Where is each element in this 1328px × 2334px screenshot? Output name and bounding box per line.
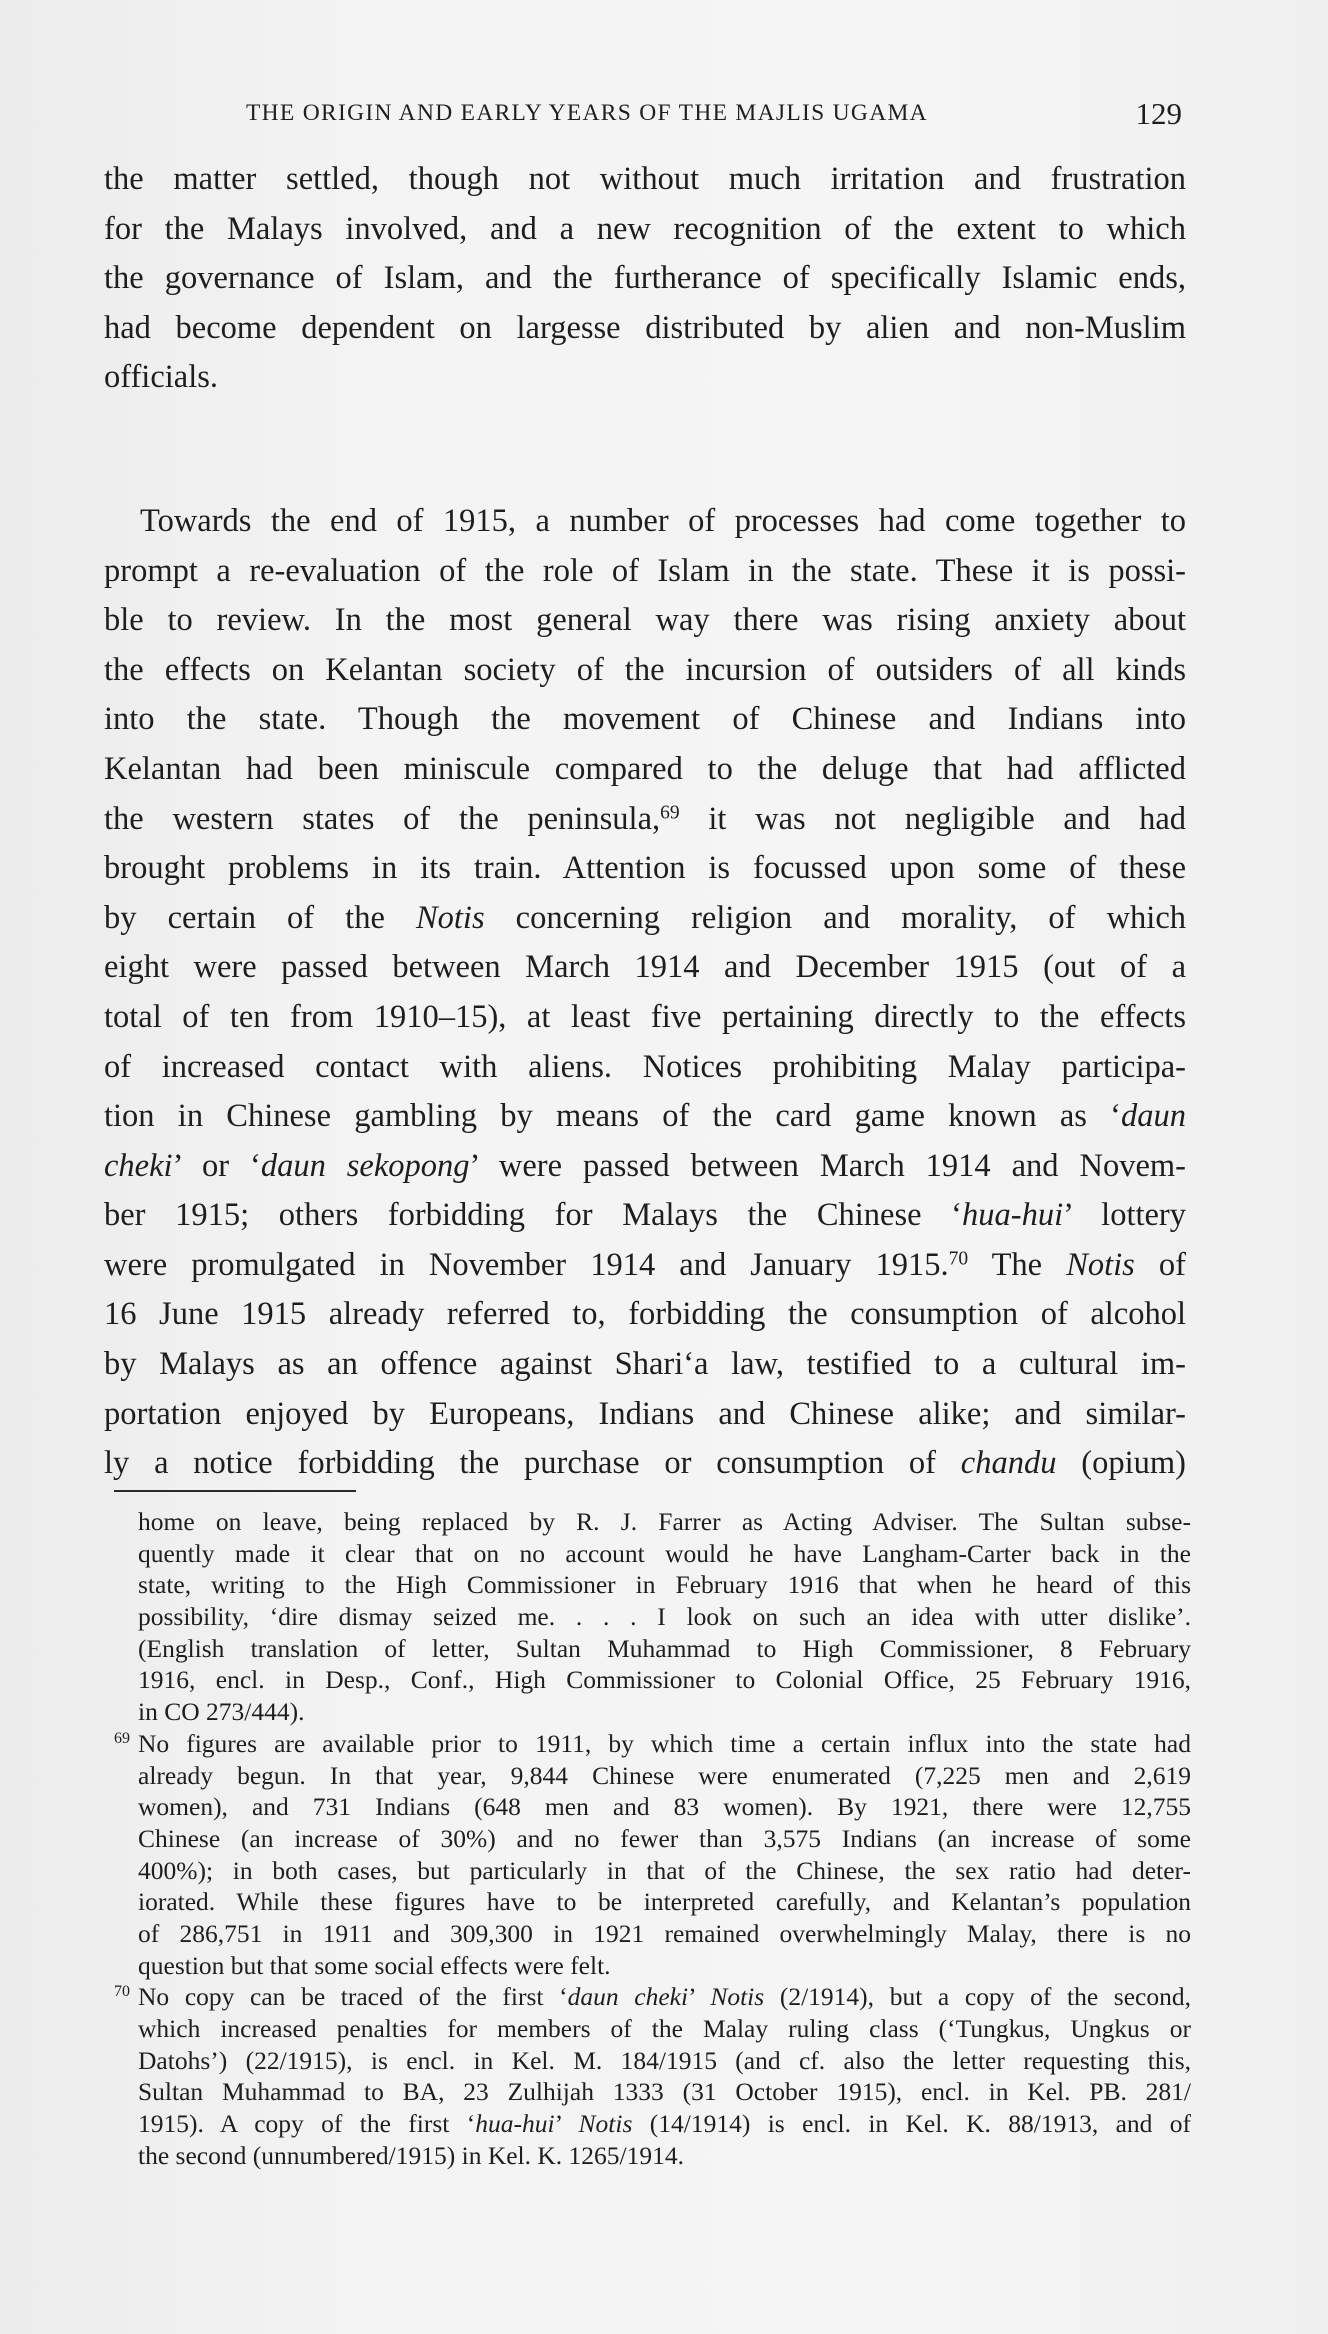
text-line xyxy=(138,1886,1191,1918)
text-segment: home on leave, being replaced by R. J. Farrer as Acting Adviser. The Sultan subse- xyxy=(138,1507,1191,1536)
text-segment: (14/1914) is encl. in Kel. K. 88/1913, and of xyxy=(632,2109,1192,2139)
text-segment: had become dependent on largesse distributed by alien and non-Muslim xyxy=(104,309,1186,346)
text-segment: it was not negligible and had xyxy=(679,800,1186,837)
text-segment: Sultan Muhammad to BA, 23 Zulhijah 1333 (31 October 1915), encl. in Kel. PB. 281/ xyxy=(138,2077,1191,2107)
text-line xyxy=(138,1569,1191,1601)
footnote-number: 69 xyxy=(114,1729,130,1747)
text-segment: of 286,751 in 1911 and 309,300 in 1921 remained overwhelmingly Malay, there is no xyxy=(138,1918,1191,1948)
text-line xyxy=(138,2140,1191,2172)
italic-term: Notis xyxy=(415,899,485,936)
footnote-number: 70 xyxy=(114,1983,130,2001)
text-segment: Datohs’) (22/1915), is encl. in Kel. M. 184/1915 (and cf. also the letter requesting this, xyxy=(138,2045,1191,2075)
text-segment: ’ were passed between March 1914 and Novem- xyxy=(469,1147,1187,1184)
text-segment: No figures are available prior to 1911, by which time a certain influx into the state had xyxy=(138,1728,1191,1758)
text-line xyxy=(104,254,1186,304)
text-segment: the matter settled, though not without much irritation and frustration xyxy=(104,161,1186,197)
text-line xyxy=(138,2108,1191,2140)
italic-term: Notis xyxy=(578,2109,633,2139)
text-line xyxy=(104,205,1186,255)
text-segment: concerning religion and morality, of which xyxy=(484,899,1186,936)
body-text xyxy=(104,155,1186,1489)
text-segment: eight were passed between March 1914 and December 1915 (out of a xyxy=(104,949,1186,986)
text-line xyxy=(104,1241,1186,1291)
text-segment: the effects on Kelantan society of the incursion of outsiders of all kinds xyxy=(104,651,1186,688)
italic-term: daun xyxy=(1121,1098,1186,1135)
text-segment: Chinese (an increase of 30%) and no fewer than 3,575 Indians (an increase of some xyxy=(138,1823,1191,1853)
text-line xyxy=(104,795,1186,845)
text-line xyxy=(104,646,1186,696)
text-line xyxy=(104,695,1186,745)
text-line xyxy=(138,1981,1191,2013)
text-segment: quently made it clear that on no account would he have Langham-Carter back in the xyxy=(138,1538,1191,1568)
text-line xyxy=(104,745,1186,795)
text-line xyxy=(104,1390,1186,1440)
text-line xyxy=(104,353,1186,403)
text-line xyxy=(138,1950,1191,1982)
text-line xyxy=(104,1092,1186,1142)
text-segment: ble to review. In the most general way there was rising anxiety about xyxy=(104,602,1186,639)
text-line xyxy=(104,844,1186,894)
paragraph xyxy=(104,497,1186,1489)
text-line xyxy=(138,1696,1191,1728)
text-segment: the second (unnumbered/1915) in Kel. K. 1265/1914. xyxy=(138,2140,685,2170)
text-segment: 1915). A copy of the first ‘ xyxy=(138,2109,476,2139)
italic-term: cheki xyxy=(104,1147,173,1184)
text-line xyxy=(138,1633,1191,1665)
text-segment: (2/1914), but a copy of the second, xyxy=(764,1982,1191,2012)
page-number: 129 xyxy=(1135,96,1182,131)
text-segment: portation enjoyed by Europeans, Indians and Chinese alike; and similar- xyxy=(104,1395,1186,1432)
text-line xyxy=(138,1918,1191,1950)
text-segment: (English translation of letter, Sultan Muhammad to High Commissioner, 8 February xyxy=(138,1633,1191,1663)
text-line xyxy=(138,2045,1191,2077)
text-segment: The xyxy=(968,1246,1067,1283)
text-segment: by Malays as an offence against Shari‘a law, testified to a cultural im- xyxy=(104,1346,1186,1383)
text-line xyxy=(138,1855,1191,1887)
text-line xyxy=(104,1191,1186,1241)
footnote-reference: 69 xyxy=(660,801,680,823)
text-line xyxy=(104,943,1186,993)
text-segment: 16 June 1915 already referred to, forbidding the consumption of alcohol xyxy=(104,1296,1186,1333)
text-segment: into the state. Though the movement of Chinese and Indians into xyxy=(104,701,1186,738)
text-segment: for the Malays involved, and a new recognition of the extent to which xyxy=(104,210,1186,247)
text-segment: of xyxy=(1134,1246,1186,1283)
text-segment: brought problems in its train. Attention is focussed upon some of these xyxy=(104,850,1186,887)
text-line xyxy=(138,1728,1191,1760)
text-segment: of increased contact with aliens. Notices prohibiting Malay participa- xyxy=(104,1048,1186,1085)
text-segment: ’ xyxy=(554,2109,579,2139)
italic-term: chandu xyxy=(960,1445,1057,1482)
text-line xyxy=(138,1538,1191,1570)
text-line xyxy=(138,1791,1191,1823)
text-segment: were promulgated in November 1914 and January 1915. xyxy=(104,1246,949,1283)
text-line xyxy=(138,2076,1191,2108)
text-line xyxy=(104,993,1186,1043)
text-line xyxy=(138,1601,1191,1633)
italic-term: daun sekopong xyxy=(260,1147,470,1184)
text-segment: question but that some social effects were felt. xyxy=(138,1950,611,1980)
text-segment: (opium) xyxy=(1056,1445,1186,1482)
text-segment: possibility, ‘dire dismay seized me. . . . I look on such an idea with utter dislike’. xyxy=(138,1602,1191,1632)
footnotes xyxy=(114,1506,1192,2171)
text-segment: ber 1915; others forbidding for Malays the Chinese ‘ xyxy=(104,1197,963,1234)
text-line xyxy=(138,1664,1191,1696)
text-segment: 1916, encl. in Desp., Conf., High Commissioner to Colonial Office, 25 February 1916, xyxy=(138,1665,1191,1695)
text-segment: tion in Chinese gambling by means of the card game known as ‘ xyxy=(104,1098,1121,1135)
text-line xyxy=(104,1290,1186,1340)
text-line xyxy=(138,1823,1191,1855)
text-segment: state, writing to the High Commissioner in February 1916 that when he heard of this xyxy=(138,1570,1191,1600)
text-segment: ’ xyxy=(688,1982,711,2012)
text-line xyxy=(104,596,1186,646)
footnote-69 xyxy=(114,1728,1191,1982)
text-segment: officials. xyxy=(104,359,219,396)
text-segment: in CO 273/444). xyxy=(138,1697,305,1727)
text-line xyxy=(138,1760,1191,1792)
text-segment: iorated. While these figures have to be interpreted carefully, and Kelantan’s population xyxy=(138,1887,1191,1917)
text-segment: prompt a re-evaluation of the role of Islam in the state. These it is possi- xyxy=(104,552,1186,589)
text-line xyxy=(104,497,1186,547)
footnote-continuation xyxy=(138,1506,1191,1728)
italic-term: daun cheki xyxy=(567,1982,689,2012)
text-segment: the governance of Islam, and the furtherance of specifically Islamic ends, xyxy=(104,260,1186,297)
text-line xyxy=(104,894,1186,944)
running-head xyxy=(246,96,1182,136)
text-segment: total of ten from 1910–15), at least five pertaining directly to the effects xyxy=(104,998,1186,1035)
text-segment: by certain of the xyxy=(104,899,416,936)
text-segment: ly a notice forbidding the purchase or consumption of xyxy=(104,1445,961,1482)
text-segment: already begun. In that year, 9,844 Chinese were enumerated (7,225 men and 2,619 xyxy=(138,1760,1191,1790)
text-line xyxy=(104,155,1186,205)
running-title: THE ORIGIN AND EARLY YEARS OF THE MAJLIS UGAMA xyxy=(246,100,928,126)
text-line xyxy=(104,304,1186,354)
text-line xyxy=(104,1340,1186,1390)
italic-term: hua-hui xyxy=(475,2109,555,2139)
text-line xyxy=(138,1506,1191,1538)
italic-term: Notis xyxy=(1066,1246,1135,1283)
text-line xyxy=(104,1142,1186,1192)
text-segment: 400%); in both cases, but particularly in that of the Chinese, the sex ratio had deter- xyxy=(138,1855,1191,1885)
text-line xyxy=(104,1043,1186,1093)
text-segment: No copy can be traced of the first ‘ xyxy=(138,1982,568,2012)
text-segment: Kelantan had been miniscule compared to the deluge that had afflicted xyxy=(104,750,1186,787)
paragraph xyxy=(104,155,1186,403)
text-segment: the western states of the peninsula, xyxy=(104,800,661,837)
text-line xyxy=(104,1439,1186,1489)
text-line xyxy=(138,2013,1191,2045)
text-segment: ’ lottery xyxy=(1063,1197,1187,1234)
text-segment: which increased penalties for members of the Malay ruling class (‘Tungkus, Ungkus or xyxy=(138,2014,1191,2043)
italic-term: hua-hui xyxy=(962,1197,1064,1234)
text-line xyxy=(104,547,1186,597)
italic-term: Notis xyxy=(710,1982,765,2012)
text-segment: women), and 731 Indians (648 men and 83 women). By 1921, there were 12,755 xyxy=(138,1792,1191,1822)
footnote-rule xyxy=(114,1490,356,1492)
footnote-70 xyxy=(114,1981,1192,2171)
text-segment: Towards the end of 1915, a number of processes had come together to xyxy=(140,502,1186,539)
footnote-reference: 70 xyxy=(948,1248,969,1270)
text-segment: ’ or ‘ xyxy=(172,1147,261,1184)
